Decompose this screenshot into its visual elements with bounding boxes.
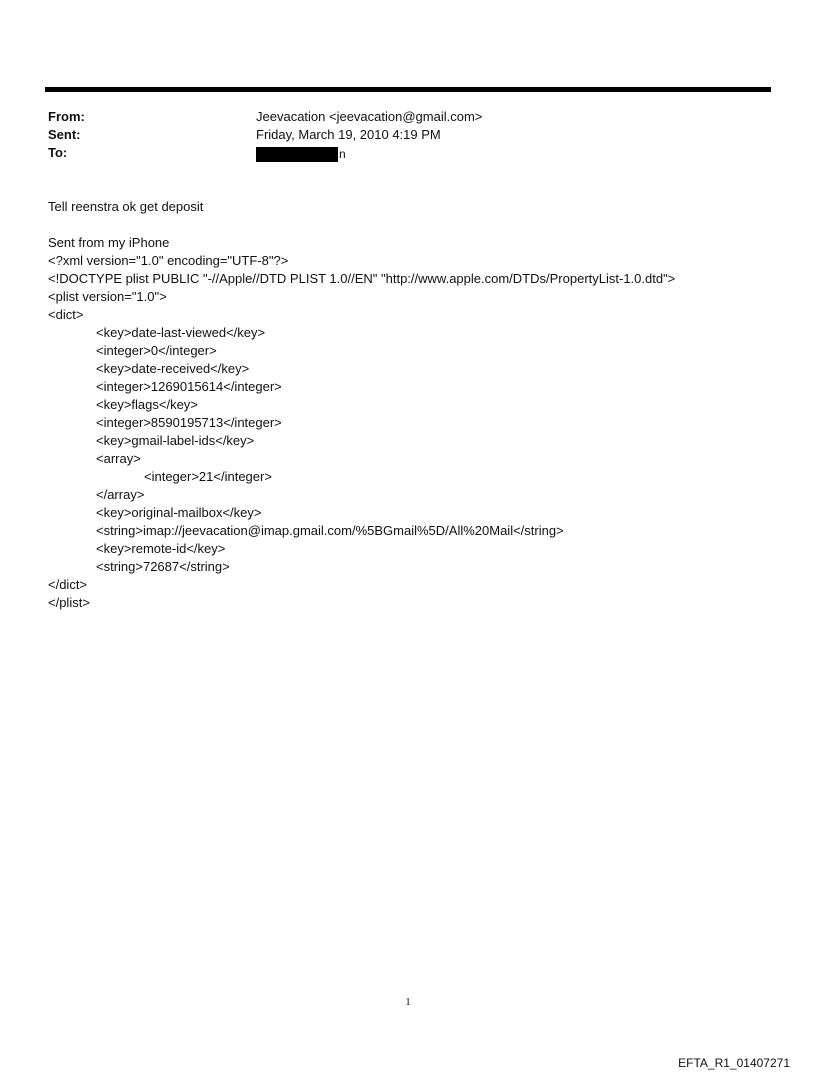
plist-line: </dict>	[48, 577, 88, 592]
page-number: 1	[405, 996, 411, 1008]
plist-line: <?xml version="1.0" encoding="UTF-8"?>	[48, 253, 289, 268]
from-row	[48, 108, 768, 126]
to-value	[256, 144, 346, 163]
plist-line: </plist>	[48, 595, 90, 610]
plist-line: <key>gmail-label-ids</key>	[96, 433, 255, 448]
from-label: From:	[48, 109, 85, 124]
plist-line: <key>flags</key>	[96, 397, 198, 412]
document-id: EFTA_R1_01407271	[678, 1056, 790, 1070]
plist-line: <string>imap://jeevacation@imap.gmail.com/%5BGmail%5D/All%20Mail</string>	[96, 523, 564, 538]
from-value: Jeevacation <jeevacation@gmail.com>	[256, 109, 483, 124]
redaction-box	[256, 147, 338, 162]
plist-line: <key>date-last-viewed</key>	[96, 325, 266, 340]
plist-line: </array>	[96, 487, 145, 502]
signature-text: Sent from my iPhone	[48, 235, 170, 250]
plist-line: <!DOCTYPE plist PUBLIC "-//Apple//DTD PLIST 1.0//EN" "http://www.apple.com/DTDs/PropertyList-1.0.dtd">	[48, 271, 676, 286]
sent-value: Friday, March 19, 2010 4:19 PM	[256, 127, 441, 142]
plist-line: <key>remote-id</key>	[96, 541, 226, 556]
plist-line: <string>72687</string>	[96, 559, 230, 574]
plist-line: <plist version="1.0">	[48, 289, 167, 304]
plist-block	[48, 252, 768, 612]
plist-line: <key>date-received</key>	[96, 361, 250, 376]
plist-line: <array>	[96, 451, 141, 466]
plist-line: <key>original-mailbox</key>	[96, 505, 262, 520]
plist-line: <integer>21</integer>	[144, 469, 272, 484]
to-value-tail: n	[339, 146, 346, 161]
plist-line: <dict>	[48, 307, 84, 322]
plist-line: <integer>1269015614</integer>	[96, 379, 282, 394]
blank-line	[48, 216, 768, 234]
email-header	[48, 108, 768, 162]
plist-line: <integer>8590195713</integer>	[96, 415, 282, 430]
plist-line: <integer>0</integer>	[96, 343, 217, 358]
sent-row	[48, 126, 768, 144]
to-label: To:	[48, 145, 68, 160]
sent-label: Sent:	[48, 127, 81, 142]
message-text: Tell reenstra ok get deposit	[48, 199, 204, 214]
header-divider-rule	[45, 87, 771, 92]
email-body	[48, 198, 768, 612]
to-row	[48, 144, 768, 162]
